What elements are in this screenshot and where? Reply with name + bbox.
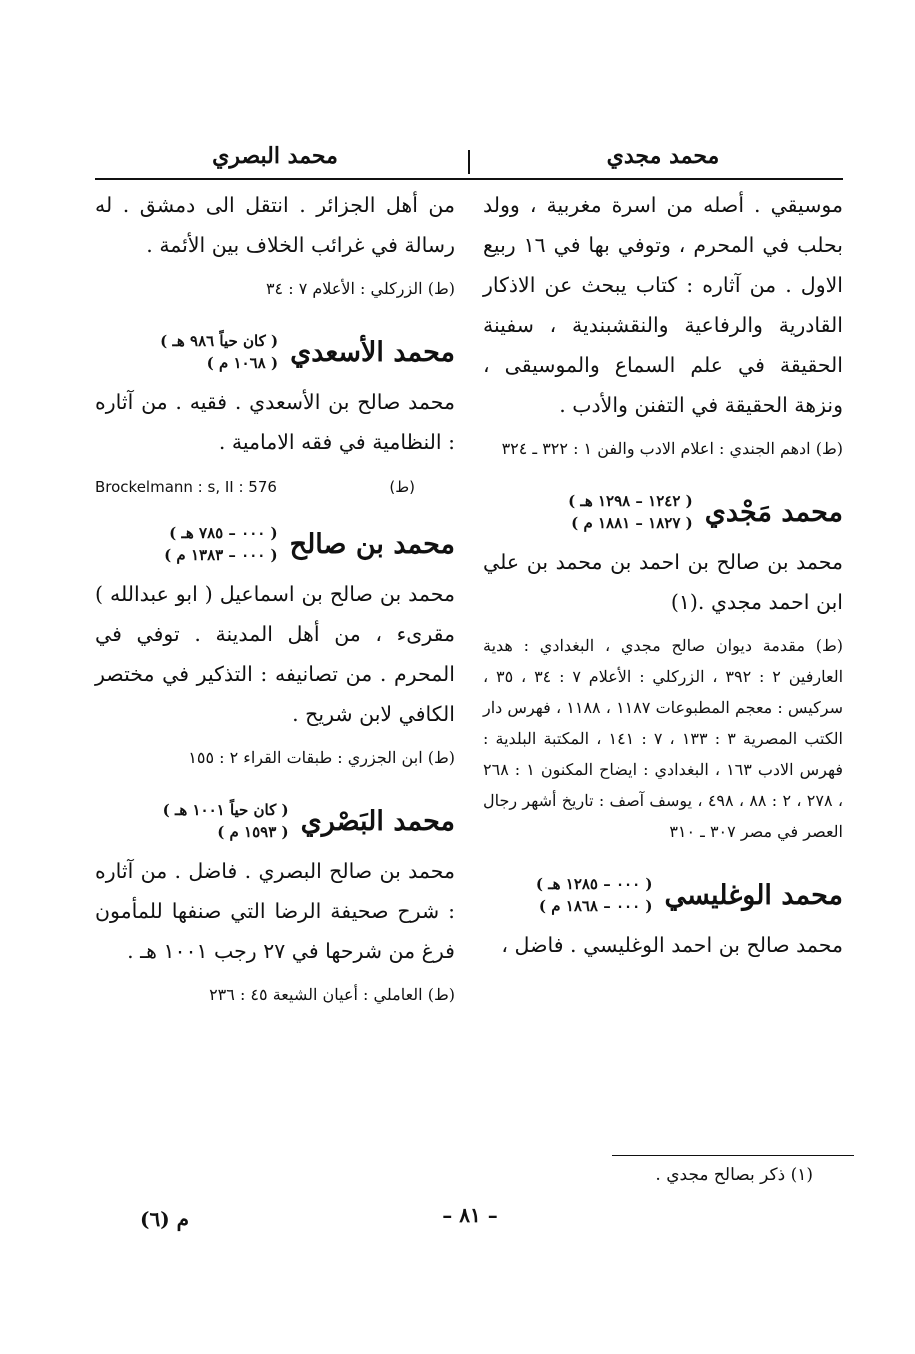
entry-name: محمد بن صالح (289, 528, 455, 560)
entry-dates (568, 490, 693, 534)
signature-mark: م (٦) (140, 1207, 190, 1231)
latin-reference-text: Brockelmann : s, II : 576 (95, 478, 277, 496)
dates-gregorian: ( ١٨٢٧ – ١٨٨١ م ) (571, 514, 693, 532)
footnote-rule (612, 1155, 854, 1156)
entry-mohammed-asadi (95, 330, 455, 496)
reference: (ط) ادهم الجندي : اعلام الادب والفن ١ : ٣٢٢ ـ ٣٢٤ (501, 439, 843, 458)
page-header-left: محمد البصري (212, 143, 338, 169)
continuation-text: موسيقي . أصله من اسرة مغربية ، وولد بحلب في المحرم ، وتوفي بها في ١٦ ربيع الاول . من آثاره : كتاب يبحث عن الاذكار القادرية والرفاعية والنقشبندية ، سفينة الحقيقة في علم السماع والموسيقى ، ونزهة الحقيقة في التفنن والأدب . (483, 193, 843, 417)
entry-dates (164, 522, 278, 566)
reference: (ط) العاملي : أعيان الشيعة ٤٥ : ٢٣٦ (209, 985, 455, 1004)
footnote: (١) ذكر بصالح مجدي . (655, 1165, 813, 1185)
page-number: – ٨١ – (442, 1203, 498, 1227)
entry-dates (536, 873, 653, 917)
header-rule (95, 178, 843, 180)
reference: (ط) الزركلي : الأعلام ٧ : ٣٤ (265, 279, 455, 298)
entry-name: محمد البَصْري (300, 805, 455, 837)
entry-mohammed-wughlisi (483, 873, 843, 965)
page-header-right: محمد مجدي (606, 143, 720, 169)
entry-text: محمد صالح بن احمد الوغليسي . فاضل ، (501, 933, 843, 957)
dates-gregorian: ( ٠٠٠ – ١٨٦٨ م ) (538, 897, 653, 915)
entry-dates (160, 330, 278, 374)
reference-marker: (ط) (389, 478, 415, 496)
reference: (ط) مقدمة ديوان صالح مجدي ، البغدادي : هدية العارفين ٢ : ٣٩٢ ، الزركلي : الأعلام ٧ : ٣٤ ، ٣٥ ، سركيس : معجم المطبوعات ١١٨٧ ، ١١٨٨ ، فهرس دار الكتب المصرية ٣ : ١٣٣ ، ٧ : ١٤١ ، المكتبة البلدية : فهرس الادب ١٦٣ ، البغدادي : ايضاح المكنون ١ : ٢٦٨ ، ٢٧٨ ، ٢ : ٨٨ ، ٤٩٨ ، يوسف آصف : تاريخ أشهر رجال العصر في مصر ٣٠٧ ـ ٣١٠ (483, 636, 844, 841)
entry-mohammed-majdi (483, 490, 843, 847)
dates-hijri: ( كان حياً ٩٨٦ هـ ) (160, 332, 279, 350)
entry-text: محمد بن صالح بن احمد بن محمد بن علي ابن احمد مجدي .(١) (483, 550, 843, 614)
latin-reference (95, 478, 415, 496)
reference: (ط) ابن الجزري : طبقات القراء ٢ : ١٥٥ (188, 748, 455, 767)
entry-text: محمد صالح بن الأسعدي . فقيه . من آثاره : النظامية في فقه الامامية . (95, 390, 455, 454)
entry-name: محمد الأسعدي (290, 336, 455, 368)
dates-hijri: ( ٠٠٠ – ١٢٨٥ هـ ) (535, 875, 653, 893)
entry-text: محمد بن صالح البصري . فاضل . من آثاره : شرح صحيفة الرضا التي صنفها للمأمون فرغ من شرحها في ٢٧ رجب ١٠٠١ هـ . (95, 859, 455, 963)
entry-mohammed-bin-salih (95, 522, 455, 773)
continuation-text: من أهل الجزائر . انتقل الى دمشق . له رسالة في غرائب الخلاف بين الأئمة . (95, 193, 455, 257)
dates-hijri: ( ١٢٤٢ – ١٢٩٨ هـ ) (568, 492, 693, 510)
dates-gregorian: ( ١٠٦٨ م ) (206, 354, 279, 372)
header-divider (468, 150, 470, 174)
dates-gregorian: ( ٠٠٠ – ١٣٨٣ م ) (164, 546, 278, 564)
entry-name: محمد الوغليسي (664, 879, 843, 911)
entry-mohammed-basri (95, 799, 455, 1010)
dates-hijri: ( ٠٠٠ – ٧٨٥ هـ ) (169, 524, 278, 542)
entry-text: محمد بن صالح بن اسماعيل ( ابو عبدالله ) مقرىء ، من أهل المدينة . توفي في المحرم . من تصانيفه : التذكير في مختصر الكافي لابن شريح . (95, 582, 455, 726)
dates-gregorian: ( ١٥٩٣ م ) (217, 823, 289, 841)
right-column (483, 185, 843, 965)
left-column (95, 185, 455, 1010)
dates-hijri: ( كان حياً ١٠٠١ هـ ) (162, 801, 289, 819)
entry-dates (163, 799, 289, 843)
entry-name: محمد مَجْدي (704, 496, 843, 528)
